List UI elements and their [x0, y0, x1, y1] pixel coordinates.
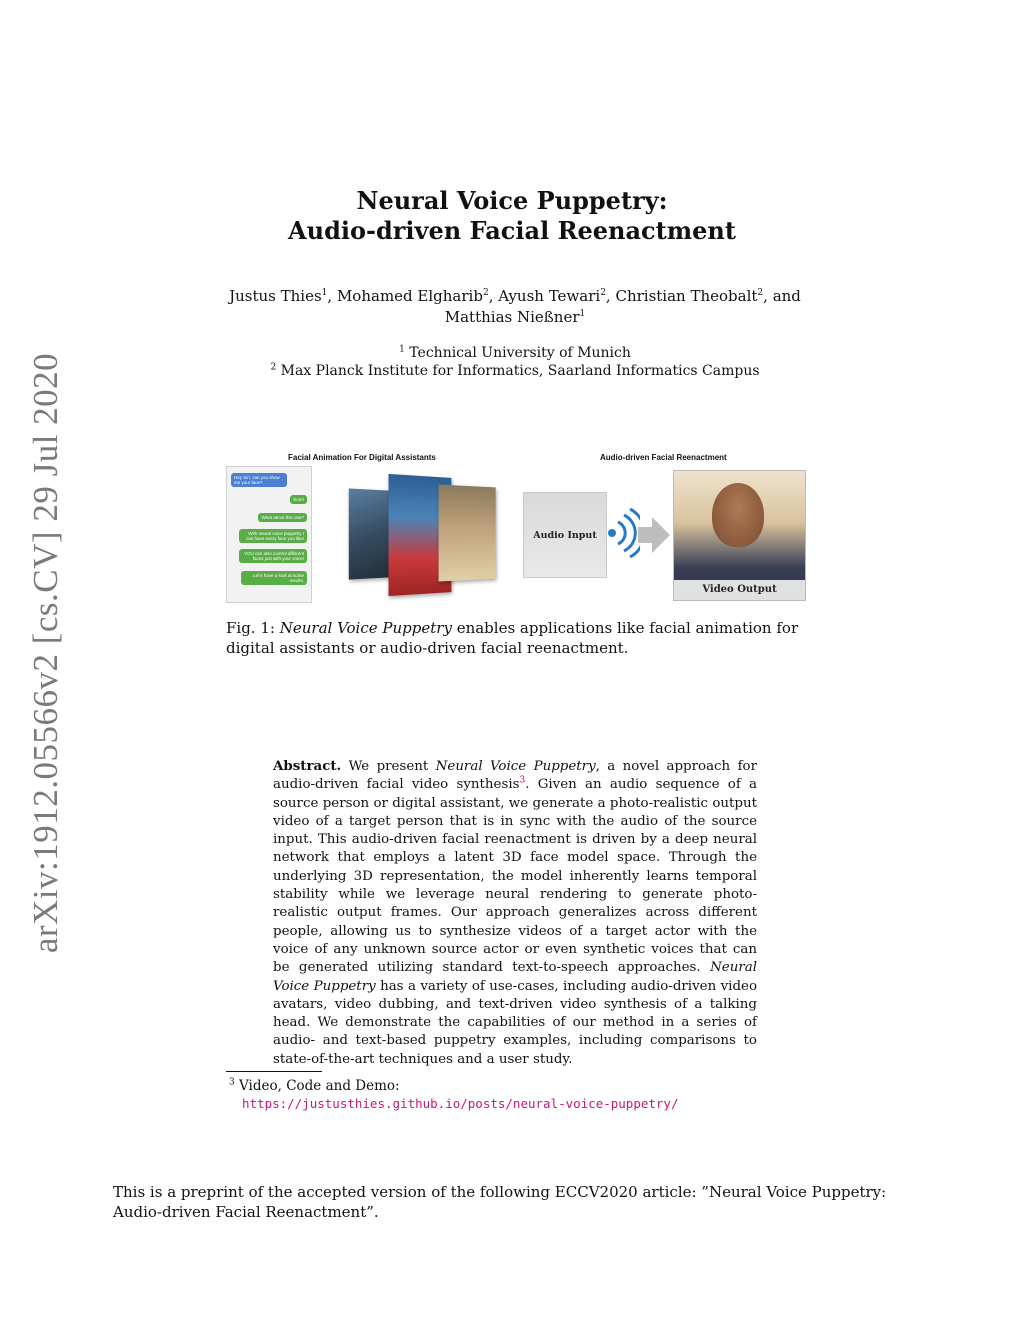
chat-bubble: What about this one? — [258, 513, 307, 522]
footnote-number: 3 — [229, 1077, 235, 1088]
author-affil-mark: 2 — [482, 288, 489, 298]
author-separator: , — [488, 287, 499, 305]
audio-input-label: Audio Input — [533, 530, 597, 541]
abstract-method-name-2: Neural Voice Puppetry — [273, 960, 757, 994]
figure-caption — [226, 618, 806, 658]
author-name: Ayush Tewari — [498, 287, 601, 305]
affiliation-number: 2 — [270, 362, 277, 373]
video-output-panel — [673, 470, 806, 601]
chat-bubble: Sure! — [290, 495, 307, 504]
arxiv-id-text: arXiv:1912.05566v2 [cs.CV] 29 Jul 2020 — [26, 352, 66, 953]
face-frames-stack — [344, 472, 494, 600]
author-name: Christian Theobalt — [615, 287, 758, 305]
author-separator: , — [327, 287, 337, 305]
author-separator: , — [605, 287, 616, 305]
author-name: Matthias Nießner — [444, 308, 580, 326]
author-name: Mohamed Elgharib — [336, 287, 483, 305]
right-arrow-icon — [638, 515, 670, 555]
footnote-rule — [226, 1071, 322, 1072]
caption-italic-name: Neural Voice Puppetry — [279, 619, 452, 637]
caption-text: enables applications like facial animation for digital assistants or audio-driven facial reenactment. — [226, 619, 799, 657]
abstract-method-name-1: Neural Voice Puppetry — [435, 759, 596, 774]
audio-input-panel — [523, 492, 607, 578]
affiliation-name: Technical University of Munich — [409, 345, 631, 361]
abstract-text-1: We present — [341, 759, 436, 774]
affiliation-item — [210, 362, 820, 380]
chat-bubble: Let's have a look at some results. — [241, 571, 307, 585]
chat-window — [226, 466, 312, 603]
arxiv-side-stamp — [26, 352, 66, 953]
author-separator: , and — [763, 287, 801, 305]
footnote-text: Video, Code and Demo: — [239, 1078, 400, 1094]
abstract — [273, 757, 757, 1069]
abstract-text-3: . Given an audio sequence of a source person or digital assistant, we generate a photo-realistic output video of a target person that is in sync with the audio of the source input. This audio-driven facial reenactment is driven by a deep neural network that employs a latent 3D face model space. Through the underlying 3D representation, the model inherently learns temporal stability while we leverage neural rendering to generate photo-realistic output frames. Our approach generalizes across different people, allowing us to synthesize videos of a target actor with the voice of any unknown source actor or even synthetic voices that can be generated utilizing standard text-to-speech approaches. — [273, 777, 757, 976]
affiliation-name: Max Planck Institute for Informatics, Saarland Informatics Campus — [280, 363, 760, 379]
preprint-note: This is a preprint of the accepted version of the following ECCV2020 article: ”Neural Voice Puppetry: Audio-driven Facial Reenactment”. — [113, 1183, 887, 1221]
right-panel-title: Audio-driven Facial Reenactment — [600, 453, 727, 462]
teaser-figure — [224, 450, 806, 605]
abstract-label: Abstract. — [273, 758, 342, 774]
caption-label: Fig. 1: — [226, 619, 275, 637]
author-list — [210, 286, 820, 328]
author-name: Justus Thies — [229, 287, 322, 305]
author-affil-mark: 1 — [579, 309, 586, 319]
chat-bubble: YOU can also control different faces just with your voice! — [239, 549, 307, 563]
author-affil-mark: 2 — [757, 288, 764, 298]
footnote — [229, 1077, 679, 1113]
face-frame-3 — [439, 485, 496, 582]
title-line-1: Neural Voice Puppetry: — [356, 186, 668, 215]
footnote-marker-link[interactable]: 3 — [519, 775, 526, 786]
affiliation-item — [210, 344, 820, 362]
paper-title — [0, 186, 1024, 246]
chat-bubble: With neural voice puppetry I can have every face you like! — [239, 529, 307, 543]
affiliation-number: 1 — [399, 344, 405, 355]
abstract-text-4: has a variety of use-cases, including audio-driven video avatars, video dubbing, and text-driven video synthesis of a talking head. We demonstrate the capabilities of our method in a series of audio- and text-based puppetry examples, including comparisons to state-of-the-art techniques and a user study. — [273, 978, 757, 1067]
abstract-text-2: , a novel approach for audio-driven facial video synthesis — [273, 759, 757, 793]
title-line-2: Audio-driven Facial Reenactment — [288, 216, 736, 245]
sound-wave-icon — [608, 508, 640, 558]
footnote-url-link[interactable]: https://justusthies.github.io/posts/neural-voice-puppetry/ — [242, 1096, 679, 1111]
author-affil-mark: 2 — [600, 288, 606, 298]
left-panel-title: Facial Animation For Digital Assistants — [288, 453, 436, 462]
affiliation-list — [210, 344, 820, 380]
chat-bubble: Hey Siri, can you show me your face? — [231, 473, 287, 487]
author-affil-mark: 1 — [321, 288, 328, 298]
video-output-label: Video Output — [674, 580, 805, 600]
speaker-face-image — [712, 483, 764, 547]
